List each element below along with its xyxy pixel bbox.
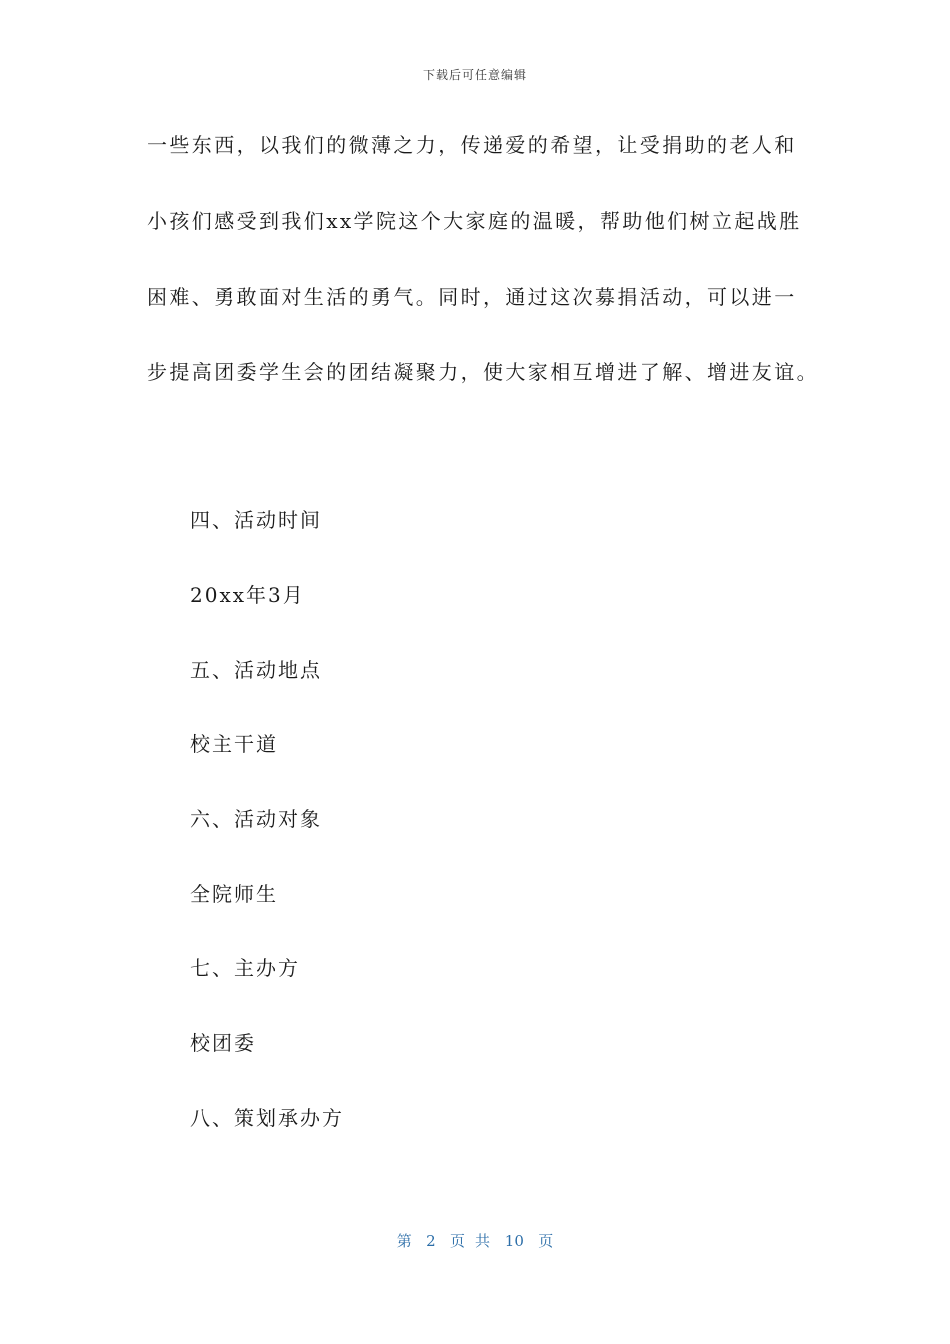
section-heading-activity-location: 五、活动地点 (190, 658, 322, 682)
section-heading-activity-target: 六、活动对象 (190, 807, 322, 831)
paragraph-line: 一些东西，以我们的微薄之力，传递爱的希望，让受捐助的老人和 (147, 133, 797, 157)
section-value-organizer: 校团委 (190, 1031, 256, 1055)
paragraph-line: 小孩们感受到我们xx学院这个大家庭的温暖，帮助他们树立起战胜 (147, 209, 802, 233)
section-heading-planner: 八、策划承办方 (190, 1106, 344, 1130)
footer-middle: 页共 (449, 1232, 500, 1250)
page-footer (0, 1230, 950, 1251)
footer-total-pages: 10 (504, 1232, 524, 1250)
section-heading-organizer: 七、主办方 (190, 956, 300, 980)
section-heading-activity-time: 四、活动时间 (190, 508, 322, 532)
paragraph-line: 步提高团委学生会的团结凝聚力，使大家相互增进了解、增进友谊。 (147, 360, 819, 384)
footer-suffix: 页 (538, 1232, 554, 1250)
footer-prefix: 第 (396, 1232, 412, 1250)
footer-page-number: 2 (426, 1232, 436, 1250)
paragraph-line: 困难、勇敢面对生活的勇气。同时，通过这次募捐活动，可以进一 (147, 285, 797, 309)
section-value-activity-target: 全院师生 (190, 882, 278, 906)
section-value-activity-location: 校主干道 (190, 732, 278, 756)
page-header: 下载后可任意编辑 (422, 68, 527, 82)
section-value-activity-time: 20xx年3月 (190, 583, 305, 607)
